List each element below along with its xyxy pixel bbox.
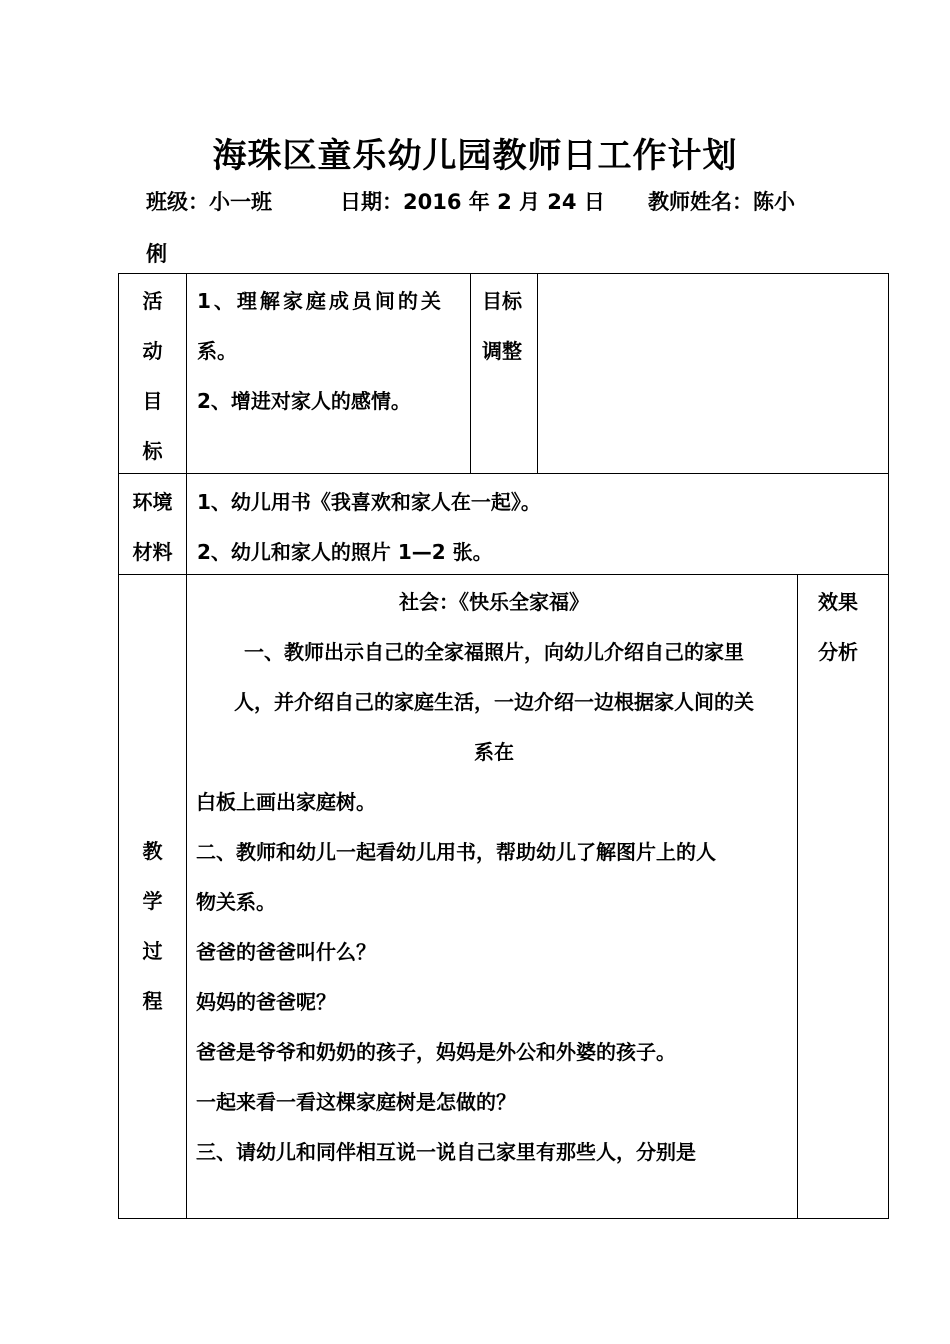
process-centered-line: 一、教师出示自己的全家福照片，向幼儿介绍自己的家里 [244, 640, 744, 664]
teacher-label: 教师姓名：陈小 [648, 190, 795, 214]
process-line: 一起来看一看这棵家庭树是怎做的？ [196, 1090, 516, 1114]
table-col-divider [186, 273, 187, 1219]
process-heading: 社会：《快乐全家福》 [399, 590, 589, 614]
table-row-divider [118, 473, 889, 474]
goals-label-char: 目 [142, 389, 163, 413]
effect-analysis-label-line: 效果 [818, 590, 858, 614]
goals-label-char: 动 [142, 339, 163, 363]
process-line: 二、教师和幼儿一起看幼儿用书，帮助幼儿了解图片上的人 [196, 840, 716, 864]
goal-adjust-label-line: 调整 [482, 339, 522, 363]
process-line: 白板上画出家庭树。 [196, 790, 376, 814]
goals-line: 1、理解家庭成员间的关 [197, 289, 444, 313]
process-label-char: 教 [142, 839, 163, 863]
process-label-char: 过 [142, 939, 163, 963]
process-line: 爸爸是爷爷和奶奶的孩子，妈妈是外公和外婆的孩子。 [196, 1040, 676, 1064]
process-line: 物关系。 [196, 890, 276, 914]
materials-content [197, 477, 877, 577]
process-line: 三、请幼儿和同伴相互说一说自己家里有那些人，分别是 [196, 1140, 696, 1164]
table-border-right [888, 273, 889, 1219]
process-centered-line: 人，并介绍自己的家庭生活，一边介绍一边根据家人间的关 [234, 690, 754, 714]
materials-label [119, 477, 186, 577]
teacher-label-cont: 俐 [146, 242, 167, 266]
process-centered-line: 系在 [474, 740, 514, 764]
materials-line: 2、幼儿和家人的照片 1—2 张。 [197, 540, 493, 564]
goal-adjust-label [482, 276, 522, 376]
goals-line: 系。 [197, 339, 237, 363]
goals-label [119, 276, 186, 476]
date-label: 日期：2016 年 2 月 24 日 [340, 190, 605, 214]
table-col-divider [470, 273, 471, 473]
materials-line: 1、幼儿用书《我喜欢和家人在一起》。 [197, 490, 541, 514]
class-label: 班级：小一班 [146, 190, 272, 214]
materials-label-line: 材料 [132, 540, 173, 564]
process-line: 妈妈的爸爸呢？ [196, 990, 336, 1014]
process-content [196, 577, 792, 1177]
effect-analysis-label-line: 分析 [818, 640, 858, 664]
goals-content [197, 276, 467, 426]
process-line: 爸爸的爸爸叫什么？ [196, 940, 376, 964]
goal-adjust-value[interactable] [545, 276, 881, 466]
goals-label-char: 活 [142, 289, 163, 313]
effect-analysis-label [818, 577, 858, 677]
table-col-divider [797, 574, 798, 1219]
table-col-divider [537, 273, 538, 473]
table-border-bottom [118, 1218, 889, 1219]
goal-adjust-label-line: 目标 [482, 289, 522, 313]
process-label-char: 程 [142, 989, 163, 1013]
process-label-char: 学 [142, 889, 163, 913]
table-border-top [118, 273, 889, 274]
goals-label-char: 标 [142, 439, 163, 463]
materials-label-line: 环境 [132, 490, 173, 514]
process-label [119, 826, 186, 1026]
page-title: 海珠区童乐幼儿园教师日工作计划 [212, 136, 738, 176]
goals-line: 2、增进对家人的感情。 [197, 389, 411, 413]
